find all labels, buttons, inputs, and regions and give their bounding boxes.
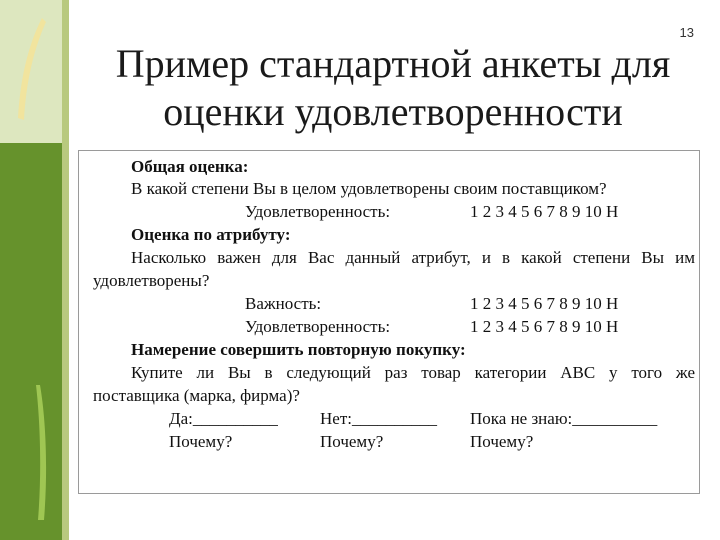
slide-number: 13 [679,25,694,40]
overall-question: В какой степени Вы в целом удовлетворены своим поставщиком? [131,179,607,198]
why-no: Почему? [320,432,384,451]
importance-label: Важность: [245,294,322,313]
sidebar-stripe [62,0,69,540]
attribute-heading: Оценка по атрибуту: [131,225,291,244]
slide-title-line-1: Пример стандартной анкеты для [115,41,671,86]
why-unsure: Почему? [470,432,534,451]
overall-satisfaction-label: Удовлетворенность: [245,202,391,221]
answer-no: Нет:__________ [320,409,437,428]
attribute-question-line-1: Насколько важен для Вас данный атрибут, и в какой степени Вы им [131,248,695,267]
importance-scale: 1 2 3 4 5 6 7 8 9 10 Н [470,294,619,313]
slide-title-line-2: оценки удовлетворенности [163,89,623,134]
answer-yes: Да:__________ [169,409,278,428]
answer-unsure: Пока не знаю:__________ [470,409,658,428]
attribute-question-line-2: удовлетворены? [93,271,210,290]
slide-title [78,40,708,136]
questionnaire-box [78,150,700,494]
attribute-satisfaction-scale: 1 2 3 4 5 6 7 8 9 10 Н [470,317,619,336]
why-yes: Почему? [169,432,233,451]
repurchase-heading: Намерение совершить повторную покупку: [131,340,466,359]
repurchase-question-line-2: поставщика (марка, фирма)? [93,386,300,405]
repurchase-question-line-1: Купите ли Вы в следующий раз товар категории АВС у того же [131,363,695,382]
overall-heading: Общая оценка: [131,157,249,176]
overall-satisfaction-scale: 1 2 3 4 5 6 7 8 9 10 Н [470,202,619,221]
attribute-satisfaction-label: Удовлетворенность: [245,317,391,336]
decorative-leaf-icon [0,0,62,540]
